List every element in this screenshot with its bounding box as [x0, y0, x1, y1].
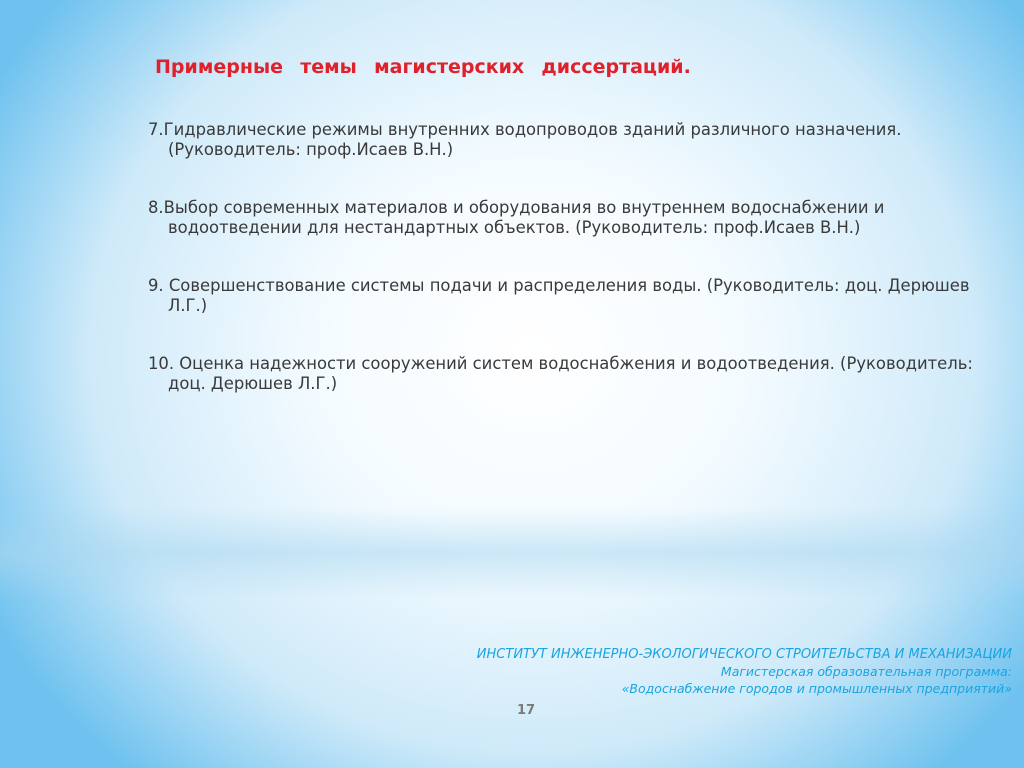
topic-item-9: 9. Совершенствование системы подачи и распределения воды. (Руководитель: доц. Дерюшев Л.Г.)	[148, 276, 970, 315]
footer-program-name: «Водоснабжение городов и промышленных предприятий»	[621, 681, 1012, 696]
topic-item-10: 10. Оценка надежности сооружений систем водоснабжения и водоотведения. (Руководитель: доц. Дерюшев Л.Г.)	[148, 354, 973, 393]
topic-item-7: 7.Гидравлические режимы внутренних водопроводов зданий различного назначения. (Руководитель: проф.Исаев В.Н.)	[148, 120, 902, 159]
topic-item-8: 8.Выбор современных материалов и оборудования во внутреннем водоснабжении и водоотведении для нестандартных объектов. (Руководитель: проф.Исаев В.Н.)	[148, 198, 885, 237]
footer-program-label: Магистерская образовательная программа:	[720, 664, 1012, 679]
topic-list	[148, 120, 978, 394]
footer-institute: ИНСТИТУТ ИНЖЕНЕРНО-ЭКОЛОГИЧЕСКОГО СТРОИТЕЛЬСТВА И МЕХАНИЗАЦИИ	[476, 647, 1012, 662]
page-number: 17	[517, 703, 536, 718]
slide-footer	[477, 646, 1012, 697]
slide-title: Примерные темы магистерских диссертаций.	[155, 56, 691, 78]
